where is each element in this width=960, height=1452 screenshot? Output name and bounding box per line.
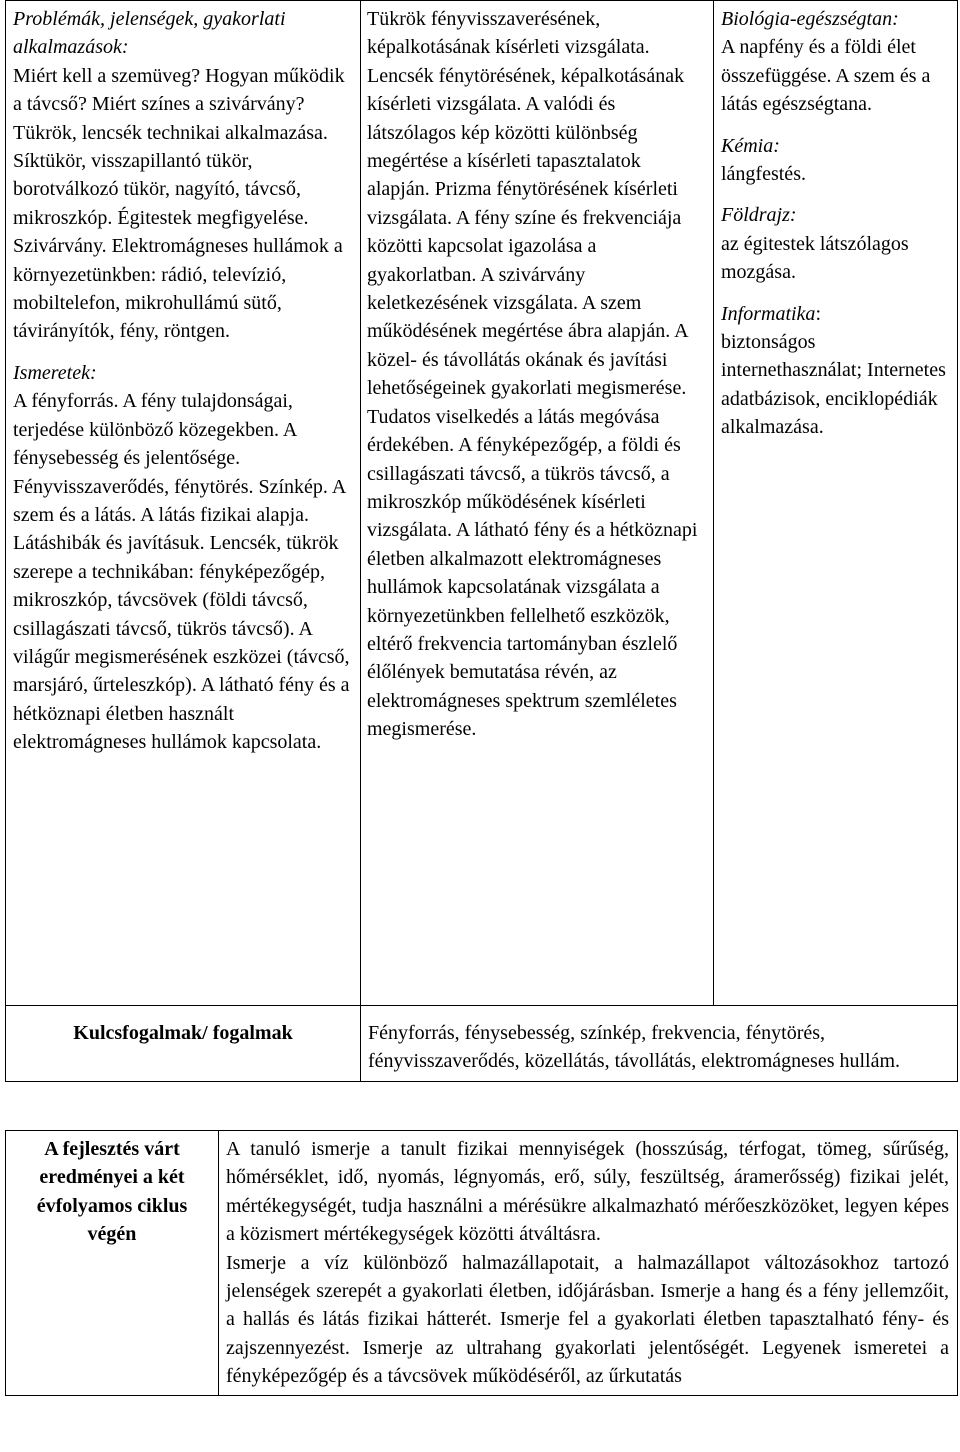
- keywords-label: Kulcsfogalmak/ fogalmak: [6, 1006, 361, 1082]
- informatics-header: Informatika: [721, 302, 816, 325]
- outcomes-text-cell: [219, 1131, 958, 1396]
- chemistry-header: Kémia:: [721, 134, 780, 157]
- problems-header: Problémák, jelenségek, gyakorlati alkalmazások:: [13, 8, 286, 59]
- content-row: [6, 1, 958, 1006]
- informatics-header-line: [721, 300, 953, 328]
- informatics-text: biztonságos internethasználat; Internetes adatbázisok, enciklopédiák alkalmazása.: [721, 331, 946, 439]
- geography-text: az égitestek látszólagos mozgása.: [721, 232, 909, 284]
- activities-text: Tükrök fényvisszaverésének, képalkotásának kísérleti vizsgálata. Lencsék fénytörésének, képalkotásának kísérleti vizsgálata. A valódi és látszólagos kép közötti különbség megértése a kísérleti tapasztalatok alapján. Prizma fénytörésének kísérleti vizsgálata. A fény színe és frekvenciája közötti kapcsolat igazolása a gyakorlatban. A szivárvány keletkezésének vizsgálata. A szem működésének megértése ábra alapján. A közel- és távollátás okának és javítási lehetőségeinek gyakorlati megismerése. Tudatos viselkedés a látás megóvása érdekében. A fényképezőgép, a földi és csillagászati távcső, a tükrös távcső, a mikroszkóp működésének kísérleti vizsgálata. A látható fény és a hétköznapi életben alkalmazott elektromágneses hullámok kapcsolatának vizsgálata a környezetünkben fellelhető eszközök, eltérő frekvencia tartományban észlelő élőlények bemutatása révén, az elektromágneses spektrum szemléletes megismerése.: [367, 8, 698, 741]
- connections-cell: [714, 1, 958, 1006]
- outcomes-row: [6, 1131, 958, 1396]
- curriculum-table: [5, 0, 958, 1082]
- outcomes-table: [5, 1130, 958, 1396]
- outcomes-text-1: A tanuló ismerje a tanult fizikai mennyiségek (hosszúság, térfogat, tömeg, sűrűség, hőmérséklet, idő, nyomás, légnyomás, erő, súly, feszültség, áramerősség) fizikai jelét, mértékegységét, tudja használni a mérésükre alkalmazható mérőeszközöket, legyen képes a közismert mértékegységek közötti átváltásra.: [226, 1138, 949, 1246]
- informatics-colon: :: [815, 302, 821, 325]
- keywords-row: [6, 1006, 958, 1082]
- geography-header: Földrajz:: [721, 204, 797, 227]
- outcomes-label: A fejlesztés várt eredményei a két évfolyamos ciklus végén: [6, 1131, 219, 1396]
- activities-cell: [361, 1, 714, 1006]
- biology-header: Biológia-egészségtan:: [721, 8, 899, 30]
- chemistry-text: lángfestés.: [721, 163, 806, 186]
- problems-text: Miért kell a szemüveg? Hogyan működik a távcső? Miért színes a szivárvány? Tükrök, lencsék technikai alkalmazása. Síktükör, visszapillantó tükör, borotválkozó tükör, nagyító, távcső, mikroszkóp. Égitestek megfigyelése. Szivárvány. Elektromágneses hullámok a környezetünkben: rádió, televízió, mobiltelefon, mikrohullámú sütő, távirányítók, fény, röntgen.: [13, 64, 345, 343]
- keywords-text: Fényforrás, fénysebesség, színkép, frekvencia, fénytörés, fényvisszaverődés, közellátás, távollátás, elektromágneses hullám.: [361, 1006, 958, 1082]
- outcomes-text-2: Ismerje a víz különböző halmazállapotait, a halmazállapot változásokhoz tartozó jelenségek szerepét a gyakorlati életben, időjárásban. Ismerje a hang és a fény jellemzőit, a hallás és látás fizikai hátterét. Ismerje fel a gyakorlati életben tapasztalható fény- és zajszennyezést. Ismerje az ultrahang gyakorlati jelentőségét. Legyenek ismeretei a fényképezőgép és a távcsövek működéséről, az űrkutatás: [226, 1251, 949, 1388]
- biology-text: A napfény és a földi élet összefüggése. A szem és a látás egészségtana.: [721, 36, 931, 116]
- problems-knowledge-cell: [6, 1, 361, 1006]
- knowledge-text: A fényforrás. A fény tulajdonságai, terjedése különböző közegekben. A fénysebesség és jelentősége. Fényvisszaverődés, fénytörés. Színkép. A szem és a látás. A látás fizikai alapja. Látáshibák és javításuk. Lencsék, tükrök szerepe a technikában: fényképezőgép, mikroszkóp, távcsövek (földi távcső, csillagászati távcső, tükrös távcső). A világűr megismerésének eszközei (távcső, marsjáró, űrteleszkóp). A látható fény és a hétköznapi életben használt elektromágneses hullámok kapcsolata.: [13, 390, 350, 754]
- knowledge-header: Ismeretek:: [13, 361, 97, 384]
